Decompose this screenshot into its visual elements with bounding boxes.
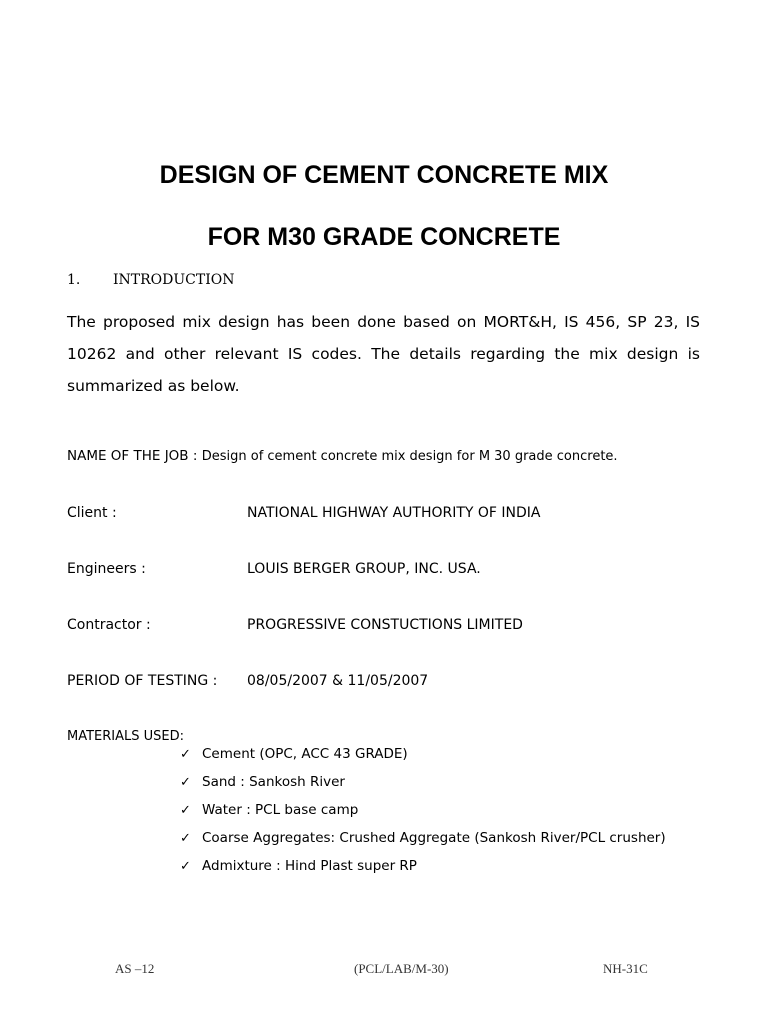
check-icon: ✓: [180, 803, 191, 818]
material-text: Admixture : Hind Plast super RP: [202, 858, 417, 874]
client-label: Client :: [67, 505, 117, 521]
engineers-label: Engineers :: [67, 561, 146, 577]
list-item: [180, 830, 666, 858]
check-icon: ✓: [180, 859, 191, 874]
check-icon: ✓: [180, 775, 191, 790]
check-icon: ✓: [180, 747, 191, 762]
list-item: [180, 746, 666, 774]
job-name-label: NAME OF THE JOB :: [67, 448, 198, 464]
section-number: 1.: [67, 272, 81, 288]
list-item: [180, 858, 666, 886]
client-value: NATIONAL HIGHWAY AUTHORITY OF INDIA: [247, 505, 541, 521]
material-text: Water : PCL base camp: [202, 802, 359, 818]
section-title: INTRODUCTION: [113, 272, 235, 288]
material-text: Coarse Aggregates: Crushed Aggregate (Sankosh River/PCL crusher): [202, 830, 666, 846]
job-name-value: Design of cement concrete mix design for M 30 grade concrete.: [201, 449, 618, 464]
engineers-value: LOUIS BERGER GROUP, INC. USA.: [247, 561, 481, 577]
testing-period-value: 08/05/2007 & 11/05/2007: [247, 673, 429, 689]
materials-list: [180, 746, 666, 886]
footer-project-code: NH-31C: [603, 961, 648, 976]
contractor-label: Contractor :: [67, 617, 151, 633]
document-title: DESIGN OF CEMENT CONCRETE MIX: [159, 161, 609, 189]
check-icon: ✓: [180, 831, 191, 846]
job-name-row: [67, 448, 618, 464]
intro-paragraph: The proposed mix design has been done based on MORT&H, IS 456, SP 23, IS 10262 and other relevant IS codes. The details regarding the mix design is summarized as below.: [67, 313, 700, 395]
footer-document-code: (PCL/LAB/M-30): [354, 961, 449, 976]
material-text: Cement (OPC, ACC 43 GRADE): [202, 746, 408, 762]
materials-label: MATERIALS USED:: [67, 729, 185, 744]
testing-period-label: PERIOD OF TESTING :: [67, 673, 218, 689]
list-item: [180, 774, 666, 802]
contractor-value: PROGRESSIVE CONSTUCTIONS LIMITED: [247, 617, 523, 633]
section-heading: [67, 272, 234, 288]
material-text: Sand : Sankosh River: [202, 774, 345, 790]
document-subtitle: FOR M30 GRADE CONCRETE: [207, 223, 561, 251]
list-item: [180, 802, 666, 830]
footer-page-ref: AS –12: [115, 961, 155, 976]
